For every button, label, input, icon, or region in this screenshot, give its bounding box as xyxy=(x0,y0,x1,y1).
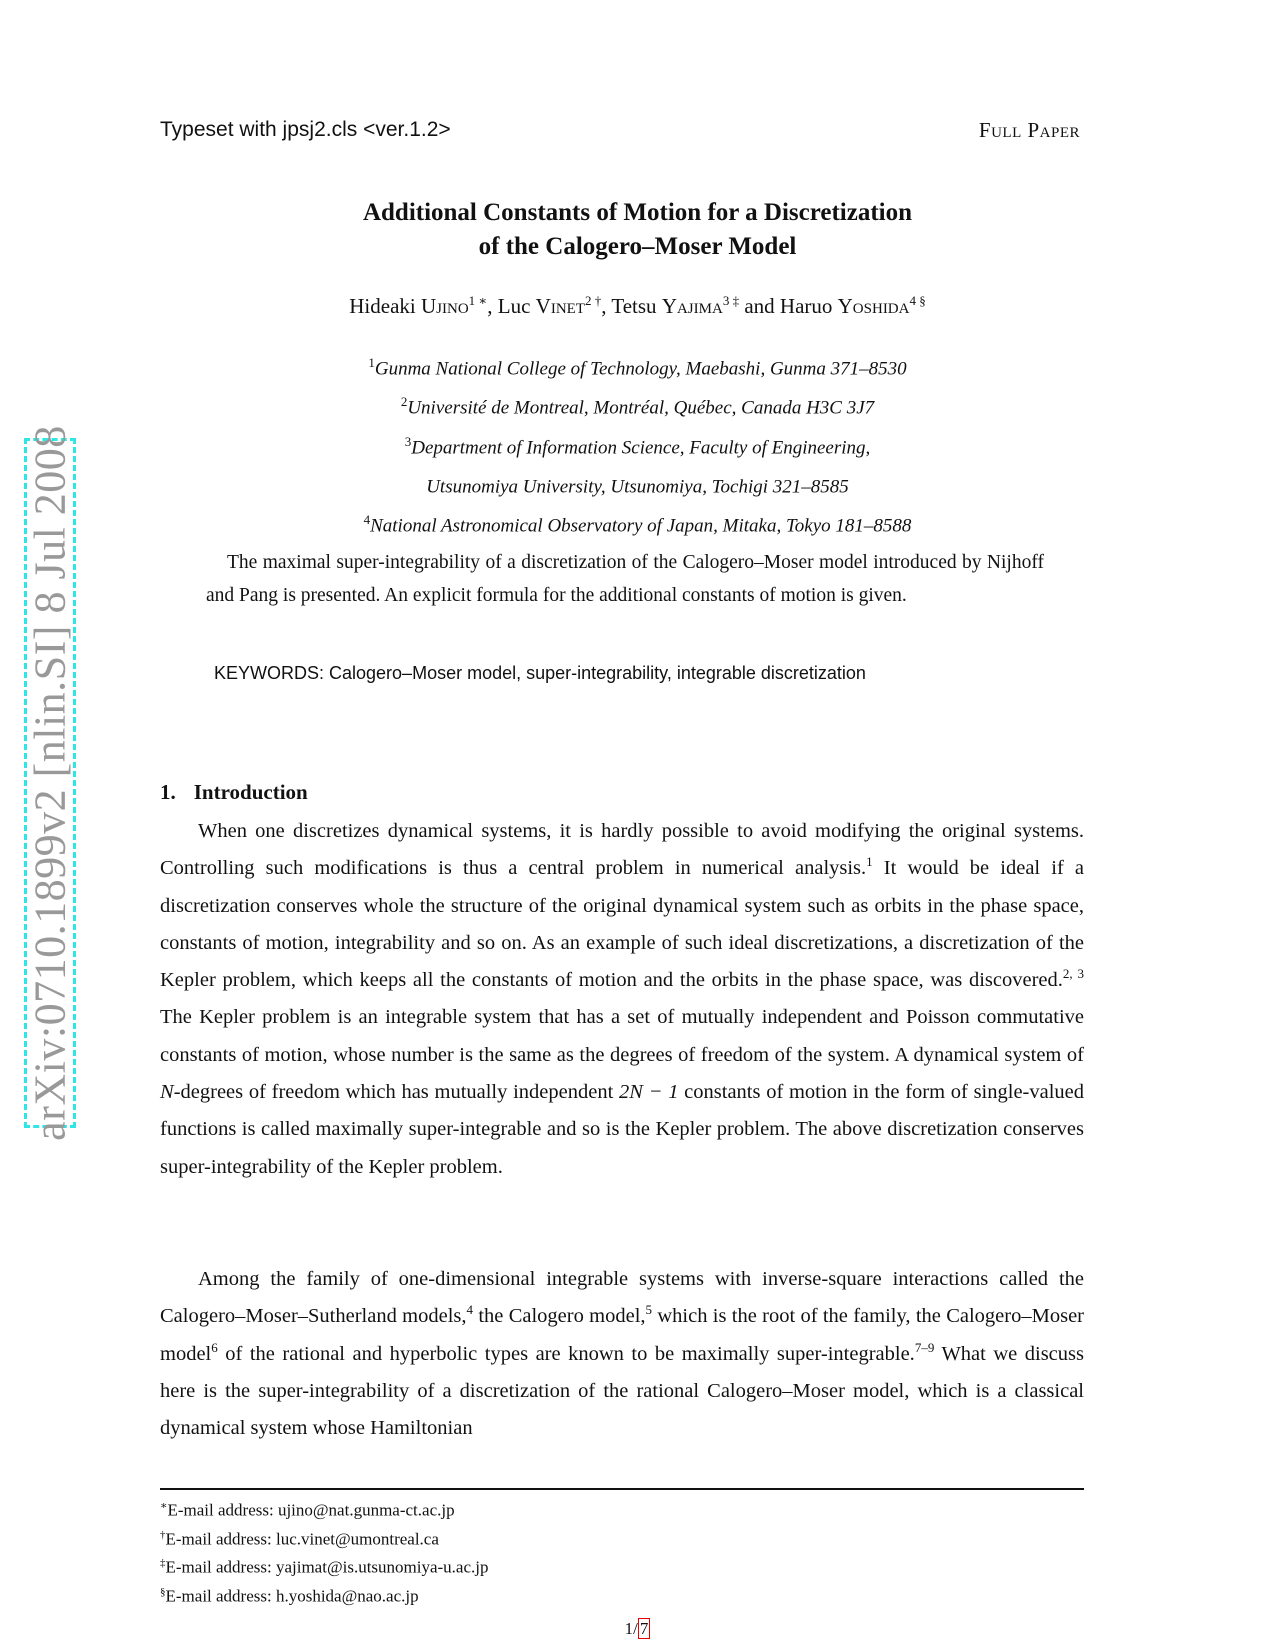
affiliation: $^1$Gunma National College of Technology, Maebashi, Gunma 371–8530 xyxy=(368,355,907,380)
affiliation: Utsunomiya University, Utsunomiya, Tochigi 321–8585 xyxy=(426,476,849,498)
body-paragraph: Among the family of one-dimensional integrable systems with inverse-square interactions called the Calogero–Moser–Sutherland models,$^4$ the Calogero model,$^5$ which is the root of the family, the Calogero–Moser model$^6$ of the rational and hyperbolic types are known to be maximally super-integrable.$^{7-9}$ What we discuss here is the super-integrability of a discretization of the rational Calogero–Moser model, which is a classical dynamical system whose Hamiltonian xyxy=(160,1268,1084,1440)
title-line-1: Additional Constants of Motion for a Discretization xyxy=(362,199,913,226)
citation-ref[interactable]: 2, 3 xyxy=(1062,966,1084,982)
author: Hideaki Ujino$^{1 ∗}$, xyxy=(349,293,498,318)
title-line-2: of the Calogero–Moser Model xyxy=(478,233,797,260)
footnote-divider xyxy=(160,1488,1084,1490)
header-typeset-note: Typeset with jpsj2.cls <ver.1.2> xyxy=(160,118,451,141)
citation-ref[interactable]: 6 xyxy=(211,1339,218,1355)
affiliation-list xyxy=(0,346,1275,543)
footnote: †E-mail address: luc.vinet@umontreal.ca xyxy=(160,1528,439,1549)
author: Haruo Yoshida$^{4 \S}$ xyxy=(779,293,926,318)
citation-ref[interactable]: 4 xyxy=(466,1302,474,1318)
author: Luc Vinet$^{2 \dagger}$, xyxy=(497,293,612,318)
footnote: ∗E-mail address: ujino@nat.gunma-ct.ac.jp xyxy=(160,1500,455,1520)
paper-title xyxy=(0,196,1275,264)
footnote: ‡E-mail address: yajimat@is.utsunomiya-u.ac.jp xyxy=(160,1557,489,1577)
header-paper-type: Full Paper xyxy=(978,118,1080,142)
math-symbol: 2N − 1 xyxy=(619,1081,679,1104)
page-number: 1/ 7 xyxy=(624,1619,649,1638)
affiliation: $^2$Université de Montreal, Montréal, Québec, Canada H3C 3J7 xyxy=(400,394,875,419)
section-heading: 1. Introduction xyxy=(160,780,308,804)
body-paragraph: When one discretizes dynamical systems, it is hardly possible to avoid modifying the original systems. Controlling such modifications is thus a central problem in numerical analysis.$^1$ It would be ideal if a discretization conserves whole the structure of the original dynamical system such as orbits in the phase space, constants of motion, integrability and so on. As an example of such ideal discretizations, a discretization of the Kepler problem, which keeps all the constants of motion and the orbits in the phase space, was discovered.$^{2, 3}$ The Kepler problem is an integrable system that has a set of mutually independent and Poisson commutative constants of motion, whose number is the same as the degrees of freedom of the system. A dynamical system of N-degrees of freedom which has mutually independent 2N − 1 constants of motion in the form of single-valued functions is called maximally super-integrable and so is the Kepler problem. The above discretization conserves super-integrability of the Kepler problem. xyxy=(160,820,1085,1178)
footnote-list xyxy=(160,1494,489,1609)
affiliation: $^3$Department of Information Science, Faculty of Engineering, xyxy=(404,433,871,458)
author: Tetsu Yajima$^{3 \ddagger}$ and xyxy=(611,293,780,318)
total-pages-link[interactable]: 7 xyxy=(639,1619,649,1638)
abstract: The maximal super-integrability of a discretization of the Calogero–Moser model introduced by Nijhoff and Pang is presented. An explicit formula for the additional constants of motion is given. xyxy=(206,552,1044,606)
keywords: KEYWORDS: Calogero–Moser model, super-integrability, integrable discretization xyxy=(214,663,866,683)
math-symbol: N xyxy=(160,1081,174,1104)
arxiv-stamp-text: arXiv:0710.1899v2 [nlin.SI] 8 Jul 2008 xyxy=(25,425,75,1141)
footnote: §E-mail address: h.yoshida@nao.ac.jp xyxy=(160,1585,419,1606)
citation-ref[interactable]: 7–9 xyxy=(914,1339,935,1355)
affiliation: $^4$National Astronomical Observatory of Japan, Mitaka, Tokyo 181–8588 xyxy=(363,512,912,537)
author-list xyxy=(0,293,1275,319)
citation-ref[interactable]: 5 xyxy=(645,1302,653,1318)
citation-ref[interactable]: 1 xyxy=(866,854,873,870)
